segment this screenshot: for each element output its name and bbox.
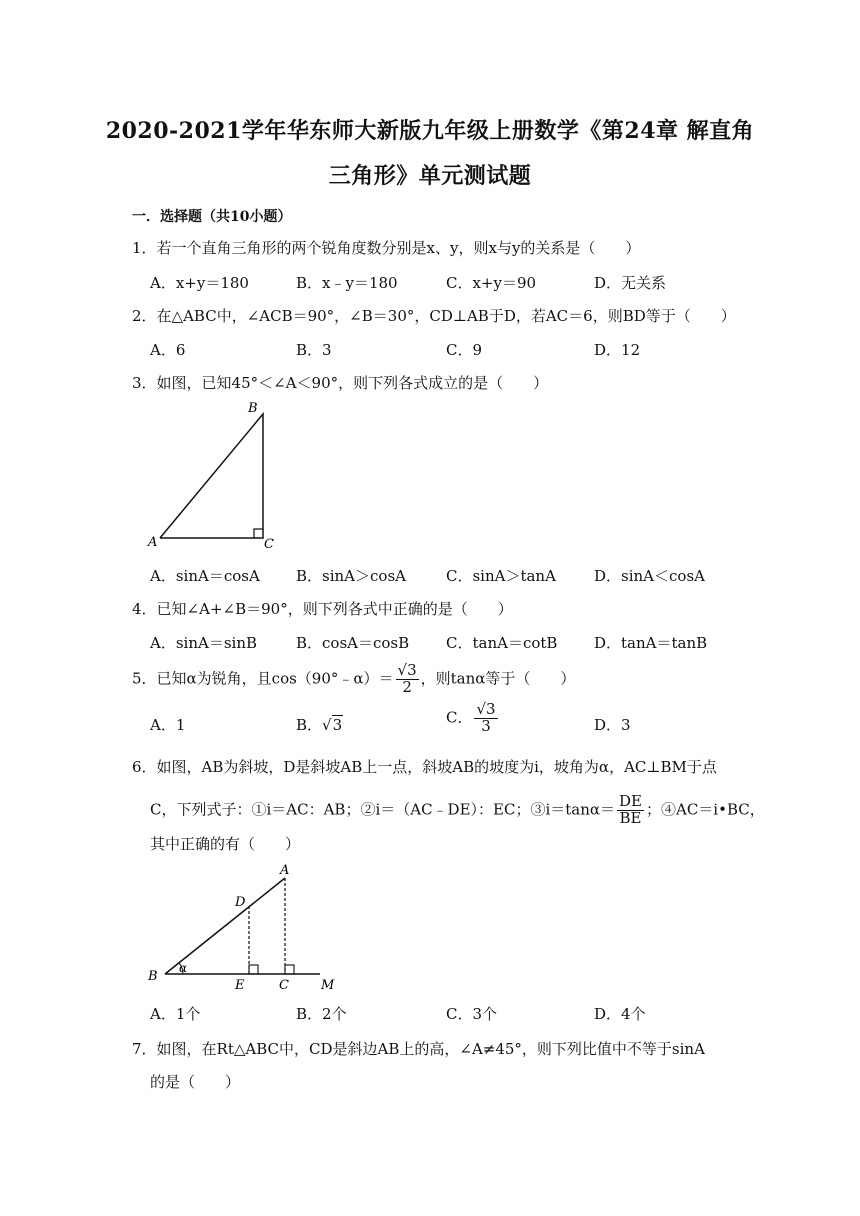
- label-c: C: [264, 537, 274, 552]
- option-a[interactable]: A．x+y＝180: [150, 274, 249, 292]
- option-b[interactable]: B．√3: [296, 716, 343, 734]
- question-1-stem: 1．若一个直角三角形的两个锐角度数分别是x、y，则x与y的关系是（ ）: [132, 239, 641, 257]
- option-c[interactable]: C．tanA＝cotB: [446, 634, 558, 652]
- option-a[interactable]: A．sinA＝sinB: [150, 634, 257, 652]
- doc-title-line1: 2020-2021学年华东师大新版九年级上册数学《第24章 解直角: [105, 118, 755, 144]
- option-b[interactable]: B．x﹣y＝180: [296, 274, 398, 292]
- question-5-stem: 5．已知α为锐角，且cos（90°﹣α）＝ $\frac{√3}{2}$ ，则tanα等于（ ）: [132, 661, 576, 696]
- question-6-stem-line3: 其中正确的有（ ）: [150, 835, 301, 853]
- option-a[interactable]: A．6: [150, 341, 186, 359]
- option-a[interactable]: A．1: [150, 716, 186, 734]
- fraction-sqrt3-over-2: $\frac{√3}{2}$: [397, 661, 417, 696]
- question-6-stem-line2: C，下列式子：①i＝AC：AB；②i＝（AC﹣DE）：EC；③i＝tanα＝ $\frac{DE}{BE}$ ；④AC＝i•BC，: [150, 792, 765, 827]
- option-c[interactable]: C．3个: [446, 1005, 498, 1023]
- option-c[interactable]: C． $\frac{√3}{3}$: [446, 700, 496, 735]
- label-c: C: [279, 978, 289, 993]
- option-d[interactable]: D．sinA＜cosA: [594, 567, 705, 585]
- label-a: A: [148, 535, 158, 550]
- question-7-stem-line2: 的是（ ）: [150, 1073, 241, 1091]
- option-a[interactable]: A．1个: [150, 1005, 201, 1023]
- option-d[interactable]: D．tanA＝tanB: [594, 634, 708, 652]
- question-2-stem: 2．在△ABC中，∠ACB＝90°，∠B＝30°，CD⊥AB于D，若AC＝6，则BD等于（ ）: [132, 307, 736, 325]
- option-b[interactable]: B．2个: [296, 1005, 347, 1023]
- option-c[interactable]: C．9: [446, 341, 483, 359]
- option-b[interactable]: B．sinA＞cosA: [296, 567, 406, 585]
- option-a[interactable]: A．sinA＝cosA: [150, 567, 260, 585]
- label-e: E: [235, 978, 245, 993]
- doc-title-line2: 三角形》单元测试题: [328, 163, 532, 189]
- question-7-stem-line1: 7．如图，在Rt△ABC中，CD是斜边AB上的高，∠A≠45°，则下列比值中不等于sinA: [132, 1040, 705, 1058]
- option-d[interactable]: D．12: [594, 341, 641, 359]
- option-b[interactable]: B．cosA＝cosB: [296, 634, 410, 652]
- option-d[interactable]: D．4个: [594, 1005, 646, 1023]
- option-b[interactable]: B．3: [296, 341, 332, 359]
- option-d[interactable]: D．无关系: [594, 274, 667, 292]
- option-d[interactable]: D．3: [594, 716, 631, 734]
- label-d: D: [235, 895, 246, 910]
- figure-triangle-abc: [145, 398, 285, 553]
- label-a: A: [280, 863, 290, 878]
- label-b: B: [248, 401, 258, 416]
- fraction-de-over-be: $\frac{DE}{BE}$: [619, 792, 642, 827]
- figure-slope: [145, 860, 345, 995]
- label-m: M: [321, 978, 335, 993]
- label-b: B: [148, 969, 158, 984]
- option-c[interactable]: C．x+y＝90: [446, 274, 537, 292]
- question-3-stem: 3．如图，已知45°＜∠A＜90°，则下列各式成立的是（ ）: [132, 374, 549, 392]
- question-4-stem: 4．已知∠A+∠B＝90°，则下列各式中正确的是（ ）: [132, 600, 513, 618]
- section-heading: 一．选择题（共10小题）: [132, 209, 292, 225]
- question-6-stem-line1: 6．如图，AB为斜坡，D是斜坡AB上一点，斜坡AB的坡度为i，坡角为α，AC⊥BM于点: [132, 758, 717, 776]
- option-c[interactable]: C．sinA＞tanA: [446, 567, 556, 585]
- label-alpha: α: [179, 961, 188, 975]
